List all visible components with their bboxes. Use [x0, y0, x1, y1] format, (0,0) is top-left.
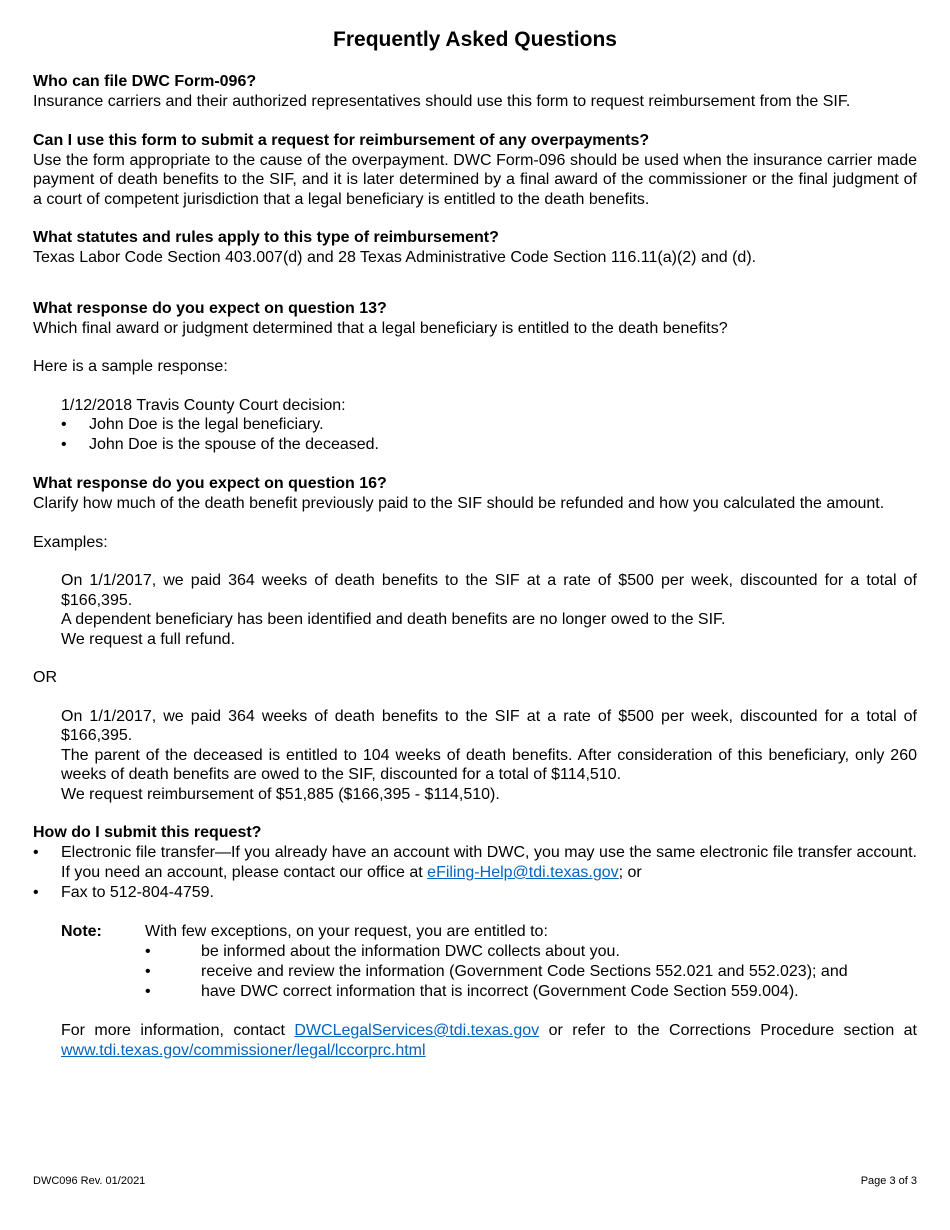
list-item: • John Doe is the legal beneficiary. — [33, 415, 917, 435]
question-heading: Who can file DWC Form-096? — [33, 73, 257, 90]
example-1 — [33, 571, 917, 649]
note-items — [145, 942, 917, 1002]
question-heading: Can I use this form to submit a request for reimbursement of any overpayments? — [33, 131, 650, 149]
sample-bullets — [33, 415, 917, 455]
list-item: • Fax to 512-804-4759. — [5, 883, 917, 903]
page-number: Page 3 of 3 — [860, 1175, 917, 1187]
efiling-email-link[interactable]: eFiling-Help@tdi.texas.gov — [427, 864, 619, 881]
faq-question-16 — [33, 474, 917, 514]
faq-who-can-file — [33, 72, 917, 112]
faq-statutes — [33, 228, 917, 268]
note-label: Note: — [61, 923, 102, 940]
submit-options — [5, 843, 917, 903]
more-info-prefix: For more information, contact — [61, 1022, 295, 1039]
example-line: We request reimbursement of $51,885 ($166,395 - $114,510). — [61, 785, 500, 803]
example-2 — [33, 707, 917, 805]
list-item: • have DWC correct information that is incorrect (Government Code Section 559.004). — [145, 982, 917, 1002]
page-title: Frequently Asked Questions — [333, 28, 617, 51]
list-item — [5, 843, 917, 883]
answer-text: Which final award or judgment determined that a legal beneficiary is entitled to the death benefits? — [33, 319, 728, 337]
submit-text: Electronic file transfer—If you already have an account with DWC, you may use the same electronic file transfer account. If you need an account, please contact our office at — [61, 844, 917, 881]
list-item: • be informed about the information DWC collects about you. — [145, 942, 917, 962]
answer-text: Texas Labor Code Section 403.007(d) and 28 Texas Administrative Code Section 116.11(a)(2) and (d). — [33, 249, 757, 266]
example-line: On 1/1/2017, we paid 364 weeks of death benefits to the SIF at a rate of $500 per week, discounted for a total of $166,395. — [61, 572, 917, 609]
example-line: On 1/1/2017, we paid 364 weeks of death benefits to the SIF at a rate of $500 per week, discounted for a total of $166,395. — [61, 707, 917, 744]
answer-text: Use the form appropriate to the cause of the overpayment. DWC Form-096 should be used when the insurance carrier made payment of death benefits to the SIF, and it is later determined by a final award of the commissioner or the final judgment of a court of competent jurisdiction that a legal beneficiary is entitled to the death benefits. — [33, 151, 917, 208]
sample-intro: Here is a sample response: — [33, 358, 228, 375]
note-intro: With few exceptions, on your request, you are entitled to: — [145, 923, 548, 940]
or-label: OR — [33, 669, 57, 686]
list-item: • John Doe is the spouse of the deceased. — [33, 435, 917, 455]
examples-label: Examples: — [33, 533, 108, 551]
question-heading: What response do you expect on question 13? — [33, 299, 387, 317]
answer-text: Clarify how much of the death benefit previously paid to the SIF should be refunded and how you calculated the amount. — [33, 495, 885, 512]
note-body — [145, 922, 917, 1002]
faq-question-13 — [33, 299, 917, 339]
question-heading: What statutes and rules apply to this type of reimbursement? — [33, 229, 499, 246]
form-revision: DWC096 Rev. 01/2021 — [33, 1175, 146, 1187]
answer-text: Insurance carriers and their authorized representatives should use this form to request reimbursement from the SIF. — [33, 93, 851, 110]
submit-tail: ; or — [618, 864, 642, 881]
more-info — [33, 1021, 917, 1060]
example-line: We request a full refund. — [61, 630, 236, 648]
question-heading: What response do you expect on question 16? — [33, 475, 387, 492]
note-block — [61, 922, 917, 1002]
list-item: • receive and review the information (Government Code Sections 552.021 and 552.023); and — [145, 962, 917, 982]
sample-decision: 1/12/2018 Travis County Court decision: — [61, 396, 346, 414]
example-line: A dependent beneficiary has been identified and death benefits are no longer owed to the SIF. — [61, 611, 726, 628]
question-heading: How do I submit this request? — [33, 824, 262, 841]
example-line: The parent of the deceased is entitled to 104 weeks of death benefits. After consideration of this beneficiary, only 260 weeks of death benefits are owed to the SIF, discounted for a total of $114,510. — [61, 746, 917, 783]
more-info-middle: or refer to the Corrections Procedure section at — [539, 1022, 917, 1039]
legal-services-email-link[interactable]: DWCLegalServices@tdi.texas.gov — [294, 1022, 540, 1039]
faq-overpayments — [33, 131, 917, 210]
document-page — [33, 26, 917, 1060]
corrections-procedure-link[interactable]: www.tdi.texas.gov/commissioner/legal/lccorprc.html — [61, 1041, 426, 1059]
